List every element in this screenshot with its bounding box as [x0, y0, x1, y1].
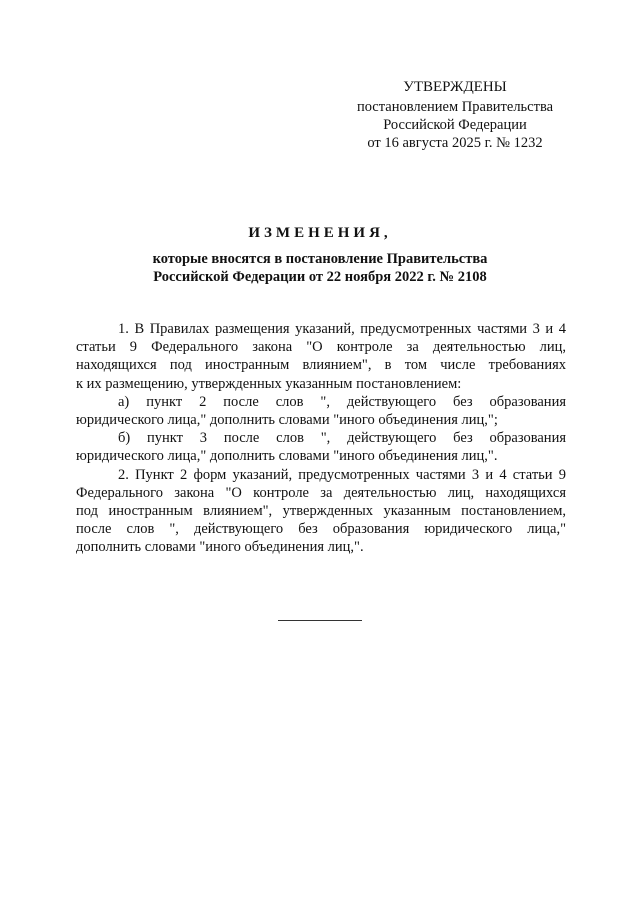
approval-title: УТВЕРЖДЕНЫ	[403, 79, 507, 95]
paragraph-2-line-1: 2. Пункт 2 форм указаний, предусмотренных частями 3 и 4 статьи 9	[118, 466, 566, 483]
paragraph-2-line-4: после слов ", действующего без образования юридического лица,"	[76, 521, 566, 538]
paragraph-1-line-2: статьи 9 Федерального закона "О контроле за деятельностью лиц,	[76, 339, 566, 356]
approval-block	[340, 78, 570, 152]
document-heading	[70, 224, 570, 286]
subparagraph-b-line-1: б) пункт 3 после слов ", действующего без образования	[118, 430, 566, 447]
paragraph-2-line-3: под иностранным влиянием", утвержденных указанным постановлением,	[76, 503, 566, 520]
document-body	[76, 320, 566, 557]
paragraph-2-line-5: дополнить словами "иного объединения лиц,".	[76, 539, 364, 556]
paragraph-1-line-3: находящихся под иностранным влиянием", в том числе требованиях	[76, 357, 566, 374]
approval-line-1: постановлением Правительства	[356, 99, 554, 115]
paragraph-1	[76, 320, 566, 393]
subparagraph-a-line-2: юридического лица," дополнить словами "иного объединения лиц,";	[76, 412, 498, 429]
paragraph-2	[76, 466, 566, 557]
subparagraph-a	[76, 393, 566, 429]
approval-line-3: от 16 августа 2025 г. № 1232	[367, 135, 543, 151]
document-subtitle-line-1: которые вносятся в постановление Правительства	[152, 251, 488, 267]
document-subtitle-line-2: Российской Федерации от 22 ноября 2022 г. № 2108	[153, 269, 487, 285]
subparagraph-b-line-2: юридического лица," дополнить словами "иного объединения лиц,".	[76, 448, 498, 465]
subparagraph-a-line-1: а) пункт 2 после слов ", действующего без образования	[118, 393, 566, 410]
subparagraph-b	[76, 429, 566, 465]
paragraph-1-line-1: 1. В Правилах размещения указаний, предусмотренных частями 3 и 4	[118, 321, 566, 337]
paragraph-1-line-4: к их размещению, утвержденных указанным постановлением:	[76, 375, 462, 392]
paragraph-2-line-2: Федерального закона "О контроле за деятельностью лиц, находящихся	[76, 484, 566, 501]
document-title: ИЗМЕНЕНИЯ,	[248, 225, 392, 241]
end-divider	[278, 620, 362, 621]
approval-line-2: Российской Федерации	[383, 117, 527, 133]
